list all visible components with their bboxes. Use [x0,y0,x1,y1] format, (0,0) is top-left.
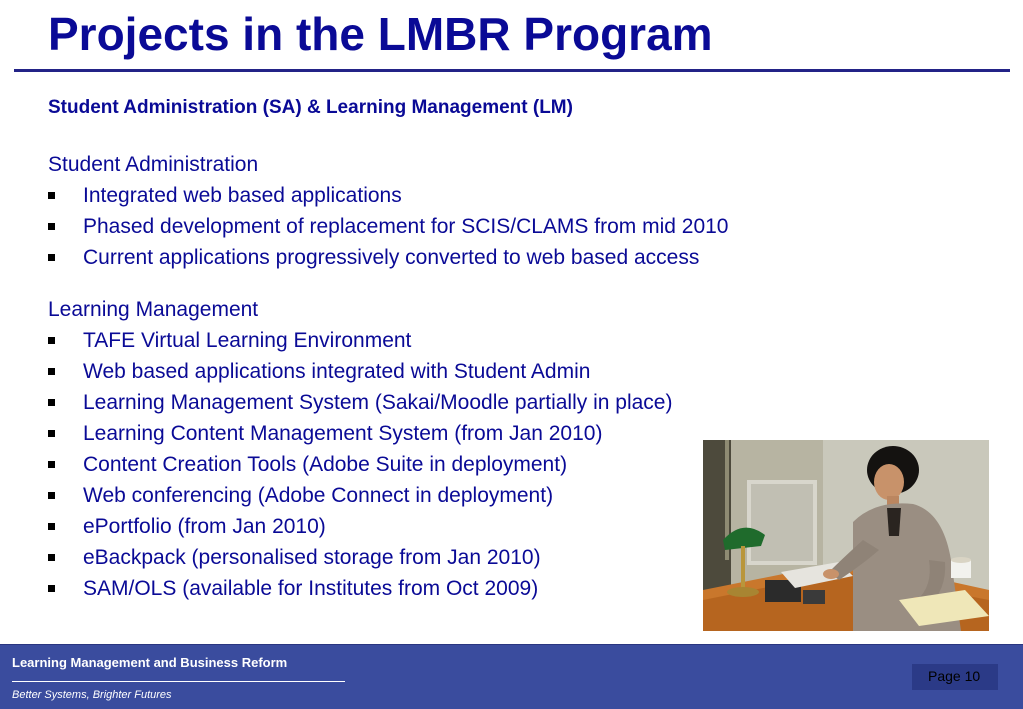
footer-divider [12,681,345,682]
slide-title: Projects in the LMBR Program [48,8,713,60]
square-bullet-icon [48,492,55,499]
square-bullet-icon [48,523,55,530]
footer-title: Learning Management and Business Reform [12,655,288,670]
section-heading-student-admin: Student Administration [48,153,259,176]
square-bullet-icon [48,430,55,437]
square-bullet-icon [48,192,55,199]
square-bullet-icon [48,254,55,261]
footer-bar [0,644,1023,709]
slide-subtitle: Student Administration (SA) & Learning Management (LM) [48,97,573,118]
section-heading-learning-mgmt: Learning Management [48,298,259,321]
square-bullet-icon [48,337,55,344]
page-number: Page 10 [928,668,981,684]
square-bullet-icon [48,554,55,561]
footer-tagline: Better Systems, Brighter Futures [12,689,172,701]
square-bullet-icon [48,399,55,406]
square-bullet-icon [48,585,55,592]
square-bullet-icon [48,368,55,375]
square-bullet-icon [48,461,55,468]
square-bullet-icon [48,223,55,230]
office-worker-photo [703,440,989,631]
title-divider [14,69,1010,72]
